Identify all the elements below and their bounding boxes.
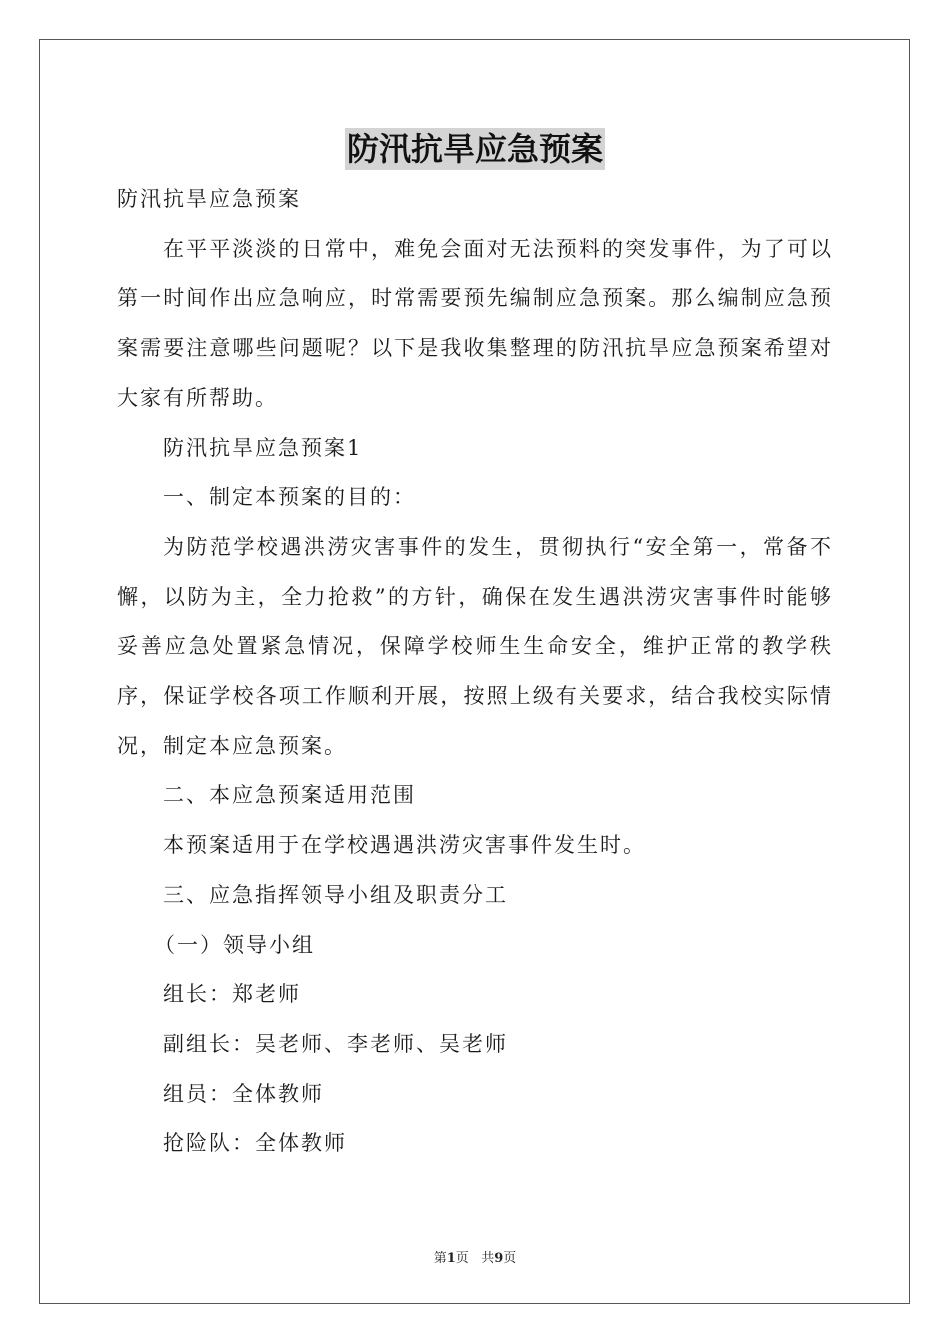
rescue-team-line: 抢险队：全体教师 — [163, 1131, 347, 1156]
heading-leadership-group: （一）领导小组 — [154, 932, 315, 957]
leader-line: 组长：郑老师 — [163, 982, 301, 1007]
title-container — [0, 128, 950, 170]
deputy-leader-line: 副组长：吴老师、李老师、吴老师 — [163, 1031, 508, 1056]
footer-total-prefix: 共 — [481, 1251, 495, 1266]
intro-paragraph: 在平平淡淡的日常中，难免会面对无法预料的突发事件，为了可以第一时间作出应急响应，时常需要预先编制应急预案。那么编制应急预案需要注意哪些问题呢？以下是我收集整理的防汛抗旱应急预案希望对大家有所帮助。 — [117, 236, 833, 410]
members-line: 组员：全体教师 — [163, 1081, 324, 1106]
footer-page-unit: 页 — [455, 1251, 469, 1266]
footer-page-total: 9 — [494, 1251, 504, 1266]
footer-page-prefix: 第 — [433, 1251, 447, 1266]
heading-command-group: 三、应急指挥领导小组及职责分工 — [163, 882, 508, 907]
subtitle-paragraph: 防汛抗旱应急预案 — [117, 187, 301, 211]
scope-paragraph: 本预案适用于在学校遇遇洪涝灾害事件发生时。 — [163, 833, 646, 858]
purpose-paragraph: 为防范学校遇洪涝灾害事件的发生，贯彻执行“安全第一，常备不懈，以防为主，全力抢救”的方针，确保在发生遇洪涝灾害事件时能够妥善应急处置紧急情况，保障学校师生生命安全，维护正常的教学秩序，保证学校各项工作顺利开展，按照上级有关要求，结合我校实际情况，制定本应急预案。 — [117, 534, 833, 758]
footer-total-unit: 页 — [503, 1251, 517, 1266]
footer-page-current: 1 — [446, 1251, 456, 1266]
document-title: 防汛抗旱应急预案 — [346, 130, 603, 168]
heading-purpose: 一、制定本预案的目的： — [163, 485, 416, 510]
page-footer — [0, 1247, 950, 1266]
heading-scope: 二、本应急预案适用范围 — [163, 783, 416, 808]
section-heading-plan-1: 防汛抗旱应急预案1 — [163, 435, 363, 460]
document-body — [117, 175, 833, 1169]
